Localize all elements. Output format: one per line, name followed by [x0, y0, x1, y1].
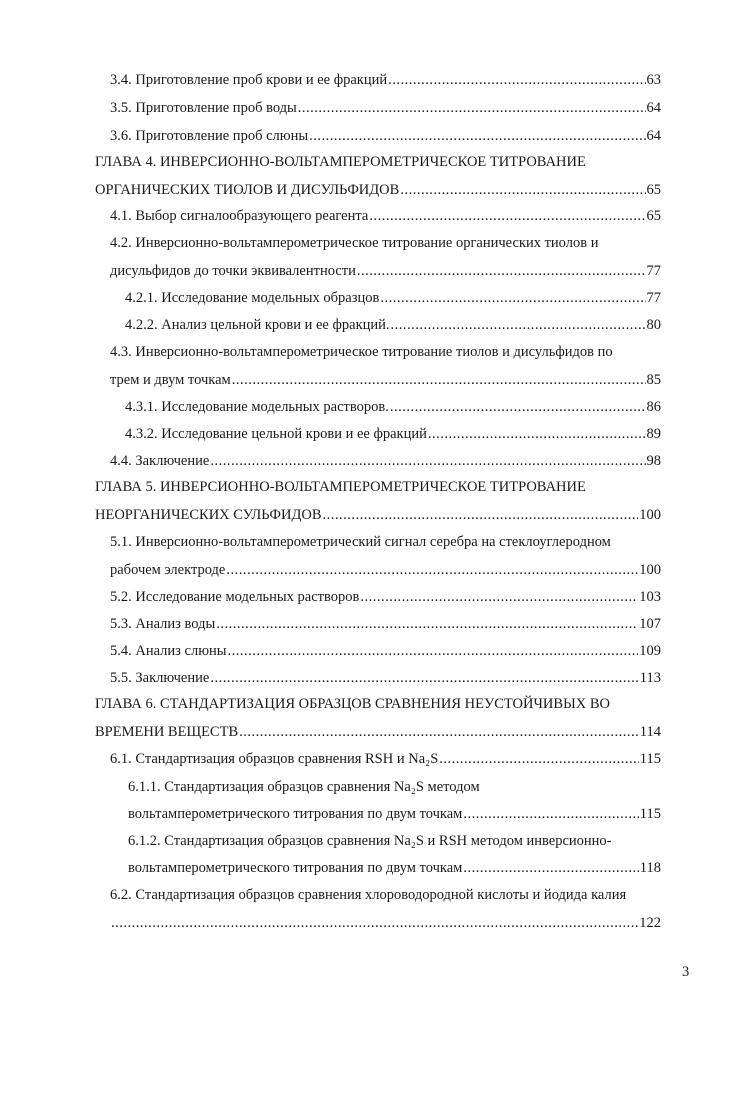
toc-entry-title: ВРЕМЕНИ ВЕЩЕСТВ: [95, 724, 239, 740]
toc-leader: [463, 804, 638, 824]
toc-entry: [0, 126, 733, 146]
toc-leader: [357, 261, 646, 281]
toc-entry-title: рабочем электроде: [110, 562, 226, 578]
toc-page-number: 65: [646, 208, 661, 224]
toc-leader: [111, 913, 638, 933]
toc-entry-title-line1: 6.2. Стандартизация образцов сравнения хлороводородной кислоты и йодида калия: [110, 887, 627, 903]
page-number: 3: [682, 964, 690, 980]
toc-leader: [232, 370, 646, 390]
toc-page-number: 98: [646, 453, 661, 469]
toc-entry-title: 3.4. Приготовление проб крови и ее фракций: [110, 72, 388, 88]
toc-leader: [216, 614, 638, 634]
toc-leader: [400, 180, 645, 200]
toc-entry-title: НЕОРГАНИЧЕСКИХ СУЛЬФИДОВ: [95, 507, 322, 523]
toc-entry: [0, 614, 733, 634]
toc-page-number: 107: [639, 616, 661, 632]
toc-page-number: 114: [639, 724, 661, 740]
toc-chapter-heading: [0, 694, 733, 714]
toc-entry-title-line1: 5.1. Инверсионно-вольтамперометрический сигнал серебра на стеклоуглеродном: [110, 534, 611, 550]
toc-page-number: 115: [639, 806, 661, 822]
toc-entry-title-line1: ГЛАВА 4. ИНВЕРСИОННО-ВОЛЬТАМПЕРОМЕТРИЧЕСКОЕ ТИТРОВАНИЕ: [95, 154, 586, 170]
toc-entry-title: дисульфидов до точки эквивалентности: [110, 263, 356, 279]
toc-entry-title-line1: ГЛАВА 6. СТАНДАРТИЗАЦИЯ ОБРАЗЦОВ СРАВНЕНИЯ НЕУСТОЙЧИВЫХ ВО: [95, 696, 610, 712]
toc-leader: [380, 288, 645, 308]
toc-page-number: 63: [646, 72, 661, 88]
toc-entry-title: 4.3.1. Исследование модельных растворов.: [125, 399, 389, 415]
toc-entry: [0, 913, 733, 933]
toc-entry-line1: [0, 342, 733, 362]
toc-entry: [0, 206, 733, 226]
toc-entry-title: вольтамперометрического титрования по двум точкам: [128, 860, 463, 876]
toc-entry-title: вольтамперометрического титрования по двум точкам: [128, 806, 463, 822]
toc-entry-title: 4.4. Заключение: [110, 453, 210, 469]
toc-entry-line1: [0, 777, 733, 797]
toc-entry: [0, 70, 733, 90]
toc-page-number: 64: [646, 100, 661, 116]
toc-entry-line1: [0, 233, 733, 253]
toc-entry-title: 4.2.2. Анализ цельной крови и ее фракций.: [125, 317, 390, 333]
toc-leader: [210, 451, 645, 471]
toc-page-number: 65: [646, 182, 661, 198]
toc-entry: [0, 424, 733, 444]
toc-entry-title: 5.5. Заключение: [110, 670, 210, 686]
toc-entry-title: 4.2.1. Исследование модельных образцов: [125, 290, 380, 306]
toc-leader: [226, 560, 638, 580]
toc-page-number: 64: [646, 128, 661, 144]
toc-page-number: 100: [639, 507, 661, 523]
toc-leader: [391, 315, 646, 335]
toc-entry: [0, 451, 733, 471]
toc-chapter-heading: [0, 477, 733, 497]
toc-leader: [309, 126, 645, 146]
toc-page-number: 89: [646, 426, 661, 442]
toc-chapter-entry: [0, 505, 733, 525]
toc-entry: [0, 397, 733, 417]
toc-page-number: 77: [646, 263, 661, 279]
toc-entry: [0, 315, 733, 335]
toc-page-number: 77: [646, 290, 661, 306]
toc-entry-title: 4.3.2. Исследование цельной крови и ее фракций: [125, 426, 427, 442]
toc-leader: [428, 424, 646, 444]
toc-entry: [0, 749, 733, 769]
toc-entry-title: 5.4. Анализ слюны: [110, 643, 227, 659]
toc-leader: [298, 98, 646, 118]
toc-entry-title: трем и двум точкам: [110, 372, 231, 388]
toc-page-number: 118: [639, 860, 661, 876]
toc-page-number: 113: [639, 670, 661, 686]
toc-entry-line1: [0, 831, 733, 851]
toc-leader: [390, 397, 646, 417]
toc-entry-title: 4.1. Выбор сигналообразующего реагента: [110, 208, 369, 224]
toc-page-number: 115: [639, 751, 661, 767]
toc-leader: [210, 668, 638, 688]
toc-entry: [0, 288, 733, 308]
toc-entry-title-line1: ГЛАВА 5. ИНВЕРСИОННО-ВОЛЬТАМПЕРОМЕТРИЧЕСКОЕ ТИТРОВАНИЕ: [95, 479, 586, 495]
toc-leader: [439, 749, 639, 769]
toc-page-number: 86: [646, 399, 661, 415]
toc-page-number: 103: [639, 589, 661, 605]
toc-chapter-entry: [0, 180, 733, 200]
toc-entry-title: 3.5. Приготовление проб воды: [110, 100, 297, 116]
toc-entry: [0, 668, 733, 688]
toc-entry: [0, 370, 733, 390]
toc-entry-title: 5.3. Анализ воды: [110, 616, 216, 632]
toc-leader: [388, 70, 645, 90]
toc-entry-title-line1: 6.1.2. Стандартизация образцов сравнения Na₂S и RSH методом инверсионно-: [128, 833, 612, 849]
toc-page-number: 85: [646, 372, 661, 388]
toc-entry: [0, 804, 733, 824]
toc-leader: [323, 505, 639, 525]
toc-entry: [0, 587, 733, 607]
toc-leader: [360, 587, 638, 607]
toc-entry-title-line1: 6.1.1. Стандартизация образцов сравнения Na₂S методом: [128, 779, 480, 795]
toc-leader: [228, 641, 639, 661]
toc-page-number: 80: [646, 317, 661, 333]
toc-entry: [0, 858, 733, 878]
toc-entry-title-line1: 4.2. Инверсионно-вольтамперометрическое титрование органических тиолов и: [110, 235, 599, 251]
toc-page-number: 100: [639, 562, 661, 578]
toc-page-number: 109: [639, 643, 661, 659]
toc-entry-line1: [0, 885, 733, 905]
toc-entry-title-line1: 4.3. Инверсионно-вольтамперометрическое титрование тиолов и дисульфидов по: [110, 344, 613, 360]
toc-leader: [239, 722, 639, 742]
toc-entry-title: ОРГАНИЧЕСКИХ ТИОЛОВ И ДИСУЛЬФИДОВ: [95, 182, 400, 198]
toc-chapter-entry: [0, 722, 733, 742]
toc-entry-title: 5.2. Исследование модельных растворов: [110, 589, 360, 605]
toc-entry-line1: [0, 532, 733, 552]
toc-entry: [0, 641, 733, 661]
toc-entry-title: 6.1. Стандартизация образцов сравнения RSH и Na₂S: [110, 751, 439, 767]
toc-leader: [463, 858, 638, 878]
toc-entry-title: 3.6. Приготовление проб слюны: [110, 128, 309, 144]
toc-page-number: 122: [639, 915, 661, 931]
toc-leader: [369, 206, 645, 226]
toc-entry: [0, 98, 733, 118]
toc-chapter-heading: [0, 152, 733, 172]
toc-entry: [0, 560, 733, 580]
toc-entry: [0, 261, 733, 281]
